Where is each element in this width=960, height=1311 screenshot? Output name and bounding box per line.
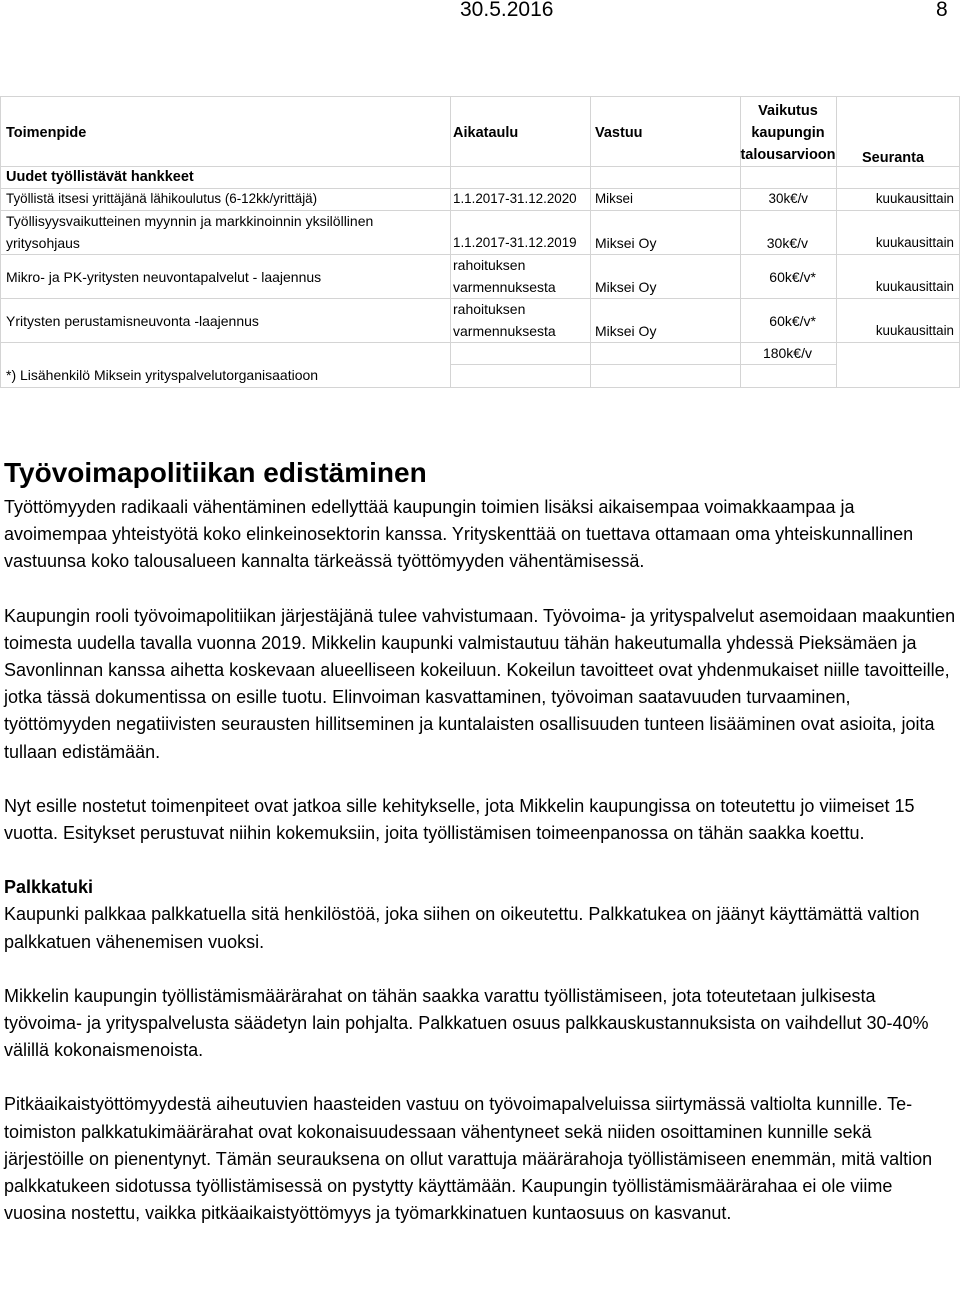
subheading: Palkkatuki xyxy=(4,877,94,898)
page-number: 8 xyxy=(936,0,948,21)
col-header-aikataulu: Aikataulu xyxy=(453,125,519,141)
table-cell-value: 30k€/v xyxy=(768,191,808,206)
page-header xyxy=(0,0,960,24)
table-cell: Miksei Oy xyxy=(595,235,657,251)
table-cell: varmennuksesta xyxy=(453,279,556,295)
table-total-value: 180k€/v xyxy=(762,345,812,361)
table-footnote: *) Lisähenkilö Miksein yrityspalvelutorganisaatioon xyxy=(6,367,319,383)
paragraph: Kaupunki palkkaa palkkatuella sitä henkilöstöä, joka siihen on oikeutettu. Palkkatukea on jäänyt käyttämättä valtion palkkatuen vähenemisen vuoksi. xyxy=(4,904,920,952)
table-cell xyxy=(740,232,836,254)
table-cell: Työllistä itsesi yrittäjänä lähikoulutus (6-12kk/yrittäjä) xyxy=(6,191,318,206)
section-body xyxy=(4,494,956,1227)
table-cell: rahoituksen xyxy=(453,257,526,273)
grid-line xyxy=(450,96,451,388)
grid-line xyxy=(0,96,960,97)
grid-line xyxy=(0,96,1,388)
grid-line xyxy=(450,364,836,365)
paragraph: Työttömyyden radikaali vähentäminen edellyttää kaupungin toimien lisäksi aikaisempaa voimakkaampaa ja avoimempaa yhteistyötä koko elinkeinosektorin kanssa. Yrityskenttää on tuettava ottamaan oma yhteiskunnallinen vastuunsa koko talousalueen kannalta tärkeässä työttömyyden vähentämisessä. xyxy=(4,497,914,572)
paragraph: Mikkelin kaupungin työllistämismäärärahat on tähän saakka varattu työllistämiseen, jota toteutetaan julkisesta työvoima- ja yrityspalvelusta säädetyn lain pohjalta. Palkkatuen osuus palkkauskustannuksista on vaihdellut 30-40% välillä kokonaismenoista. xyxy=(4,985,929,1061)
section-title: Uudet työllistävät hankkeet xyxy=(6,169,194,185)
paragraph: Nyt esille nostetut toimenpiteet ovat jatkoa sille kehitykselle, jota Mikkelin kaupungissa on toteutettu jo viimeiset 15 vuotta. Esitykset perustuvat niihin kokemuksiin, joita työllistämisen toimeenpanossa on tähän saakka koettu. xyxy=(4,795,915,844)
table-cell: Miksei xyxy=(595,191,633,206)
col-header-vastuu: Vastuu xyxy=(595,125,643,141)
table-cell: kuukausittain xyxy=(875,235,954,250)
section-heading: Työvoimapolitiikan edistäminen xyxy=(4,457,427,488)
table-cell: 1.1.2017-31.12.2019 xyxy=(453,235,577,250)
col-header-vaikutus: Vaikutus xyxy=(758,103,818,119)
page-date: 30.5.2016 xyxy=(460,0,554,21)
table-cell-value: 60k€/v* xyxy=(769,269,816,285)
table-cell: kuukausittain xyxy=(875,279,954,294)
table-cell: Miksei Oy xyxy=(595,279,657,295)
table-cell: Työllisyysvaikutteinen myynnin ja markkinoinnin yksilöllinen xyxy=(6,213,374,229)
table-cell: rahoituksen xyxy=(453,301,526,317)
table-cell-value: 60k€/v* xyxy=(769,313,816,329)
table-cell: kuukausittain xyxy=(875,191,954,206)
table-cell xyxy=(740,266,836,288)
table-cell xyxy=(740,188,836,210)
table-cell: 1.1.2017-31.12.2020 xyxy=(453,191,577,206)
col-header-seuranta: Seuranta xyxy=(862,150,925,166)
paragraph: Kaupungin rooli työvoimapolitiikan järjestäjänä tulee vahvistumaan. Työvoima- ja yrityspalvelut asemoidaan maakuntien toimesta uudella tavalla vuonna 2019. Mikkelin kaupunki valmistautuu tähän hakeutumalla yhdessä Pieksämäen ja Savonlinnan kanssa aihetta koskevaan alueelliseen kokeiluun. Kokeilun tavoitteet ovat yhdenmukaiset niille tavoitteille, jotka tässä dokumentissa on esille tuotu. Elinvoiman kasvattaminen, työvoiman saatavuuden turvaaminen, työttömyyden negatiivisten seurausten hillitseminen ja kuntalaisten osallisuuden tunteen lisääminen ovat asioita, joita tullaan edistämään. xyxy=(4,605,956,762)
table-cell xyxy=(740,310,836,332)
table-cell: yritysohjaus xyxy=(6,235,80,251)
table-cell-value: 30k€/v xyxy=(766,235,808,251)
table-cell: Mikro- ja PK-yritysten neuvontapalvelut - laajennus xyxy=(6,269,322,285)
grid-line xyxy=(590,96,591,388)
grid-line xyxy=(0,387,960,388)
col-header-vaikutus: talousarvioon xyxy=(740,147,836,163)
paragraph: Pitkäaikaistyöttömyydestä aiheutuvien haasteiden vastuu on työvoimapalveluissa siirtymässä valtiolta kunnille. Te-toimiston palkkatukimäärärahat ovat kokonaisuudessaan vähentyneet sekä niiden osoittaminen kunnille sekä järjestöille on pienentynyt. Tämän seurauksena on ollut varattuja määrärahoja työllistämiseen enemmän, mitä valtion palkkatukeen sidotussa työllistämisessä on pystytty käyttämään. Kaupungin työllistämismäärärahaa ei ole viime vuosina nostettu, vaikka pitkäaikaistyöttömyys ja työmarkkinatuen kuntaosuus on kasvanut. xyxy=(4,1094,933,1224)
table-cell: Yritysten perustamisneuvonta -laajennus xyxy=(6,313,259,329)
col-header-vaikutus: kaupungin xyxy=(751,125,825,141)
table-cell: Miksei Oy xyxy=(595,323,657,339)
table-cell: kuukausittain xyxy=(875,323,954,338)
action-table xyxy=(0,96,960,388)
table-cell: varmennuksesta xyxy=(453,323,556,339)
col-header-toimenpide: Toimenpide xyxy=(6,125,87,141)
table-total xyxy=(740,342,836,364)
